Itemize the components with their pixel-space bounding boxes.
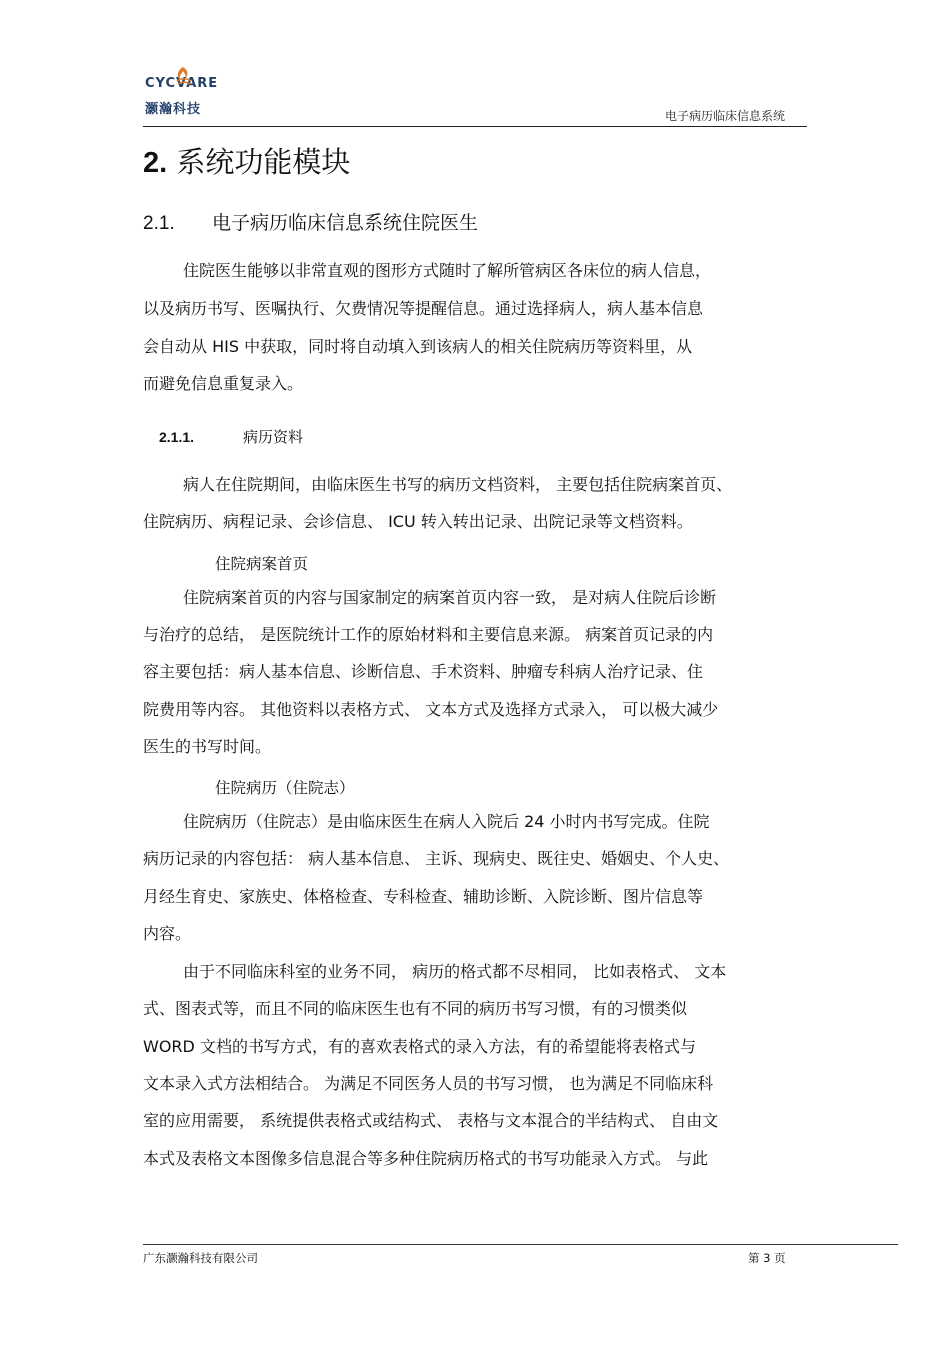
paragraph-line: 本式及表格文本图像多信息混合等多种住院病历格式的书写功能录入方式。 与此 — [143, 1149, 709, 1168]
subheading-front-page: 住院病案首页 — [215, 555, 309, 573]
flame-icon — [173, 66, 193, 88]
footer-divider — [143, 1244, 898, 1245]
logo-chinese-name: 灏瀚科技 — [145, 102, 202, 117]
paragraph-line: 文本录入式方法相结合。 为满足不同医务人员的书写习惯， 也为满足不同临床科 — [143, 1074, 714, 1093]
subsubsection-heading — [159, 426, 303, 447]
paragraph-line: 容主要包括：病人基本信息、诊断信息、手术资料、肿瘤专科病人治疗记录、住 — [143, 662, 704, 681]
section-heading — [143, 140, 350, 181]
page-header — [143, 64, 807, 128]
paragraph-line: 病历记录的内容包括： 病人基本信息、 主诉、现病史、既往史、婚姻史、个人史、 — [143, 849, 730, 868]
company-logo — [145, 66, 265, 122]
subsubsection-title: 病历资料 — [243, 428, 304, 446]
paragraph-line: 式、图表式等，而且不同的临床医生也有不同的病历书写习惯，有的习惯类似 — [143, 999, 688, 1018]
paragraph-line: 住院病历（住院志）是由临床医生在病人入院后 24 小时内书写完成。住院 — [183, 812, 710, 831]
paragraph-line: 住院病案首页的内容与国家制定的病案首页内容一致， 是对病人住院后诊断 — [183, 588, 717, 607]
paragraph-line: 医生的书写时间。 — [143, 737, 272, 756]
section-title: 系统功能模块 — [176, 145, 351, 179]
subsection-heading — [143, 208, 478, 235]
subsection-number: 2.1. — [143, 213, 175, 234]
paragraph-line: 会自动从 HIS 中获取，同时将自动填入到该病人的相关住院病历等资料里，从 — [143, 337, 693, 356]
paragraph-line: 而避免信息重复录入。 — [143, 374, 304, 393]
section-number: 2. — [143, 147, 168, 179]
paragraph-line: 住院医生能够以非常直观的图形方式随时了解所管病区各床位的病人信息， — [183, 261, 712, 280]
paragraph-line: 由于不同临床科室的业务不同， 病历的格式都不尽相同， 比如表格式、 文本 — [183, 962, 727, 981]
footer-company: 广东灏瀚科技有限公司 — [143, 1251, 258, 1265]
header-doc-title: 电子病历临床信息系统 — [664, 109, 785, 123]
footer-page-number: 第 3 页 — [748, 1251, 786, 1265]
paragraph-line: 内容。 — [143, 924, 192, 943]
paragraph-line: 以及病历书写、医嘱执行、欠费情况等提醒信息。通过选择病人，病人基本信息 — [143, 299, 704, 318]
paragraph-line: 与治疗的总结， 是医院统计工作的原始材料和主要信息来源。 病案首页记录的内 — [143, 625, 714, 644]
paragraph-line: 室的应用需要， 系统提供表格式或结构式、 表格与文本混合的半结构式、 自由文 — [143, 1111, 719, 1130]
header-divider — [143, 126, 807, 127]
subheading-admission-record: 住院病历（住院志） — [215, 779, 355, 797]
paragraph-line: 院费用等内容。 其他资料以表格方式、 文本方式及选择方式录入， 可以极大减少 — [143, 700, 719, 719]
subsection-title: 电子病历临床信息系统住院医生 — [212, 212, 479, 234]
logo-wordmark: CYCVARE — [145, 76, 219, 91]
paragraph-line: 病人在住院期间，由临床医生书写的病历文档资料， 主要包括住院病案首页、 — [183, 475, 733, 494]
paragraph-line: 月经生育史、家族史、体格检查、专科检查、辅助诊断、入院诊断、图片信息等 — [143, 887, 704, 906]
subsubsection-number: 2.1.1. — [159, 429, 195, 445]
paragraph-line: WORD 文档的书写方式，有的喜欢表格式的录入方法，有的希望能将表格式与 — [143, 1037, 696, 1056]
paragraph-line: 住院病历、病程记录、会诊信息、 ICU 转入转出记录、出院记录等文档资料。 — [143, 512, 693, 531]
